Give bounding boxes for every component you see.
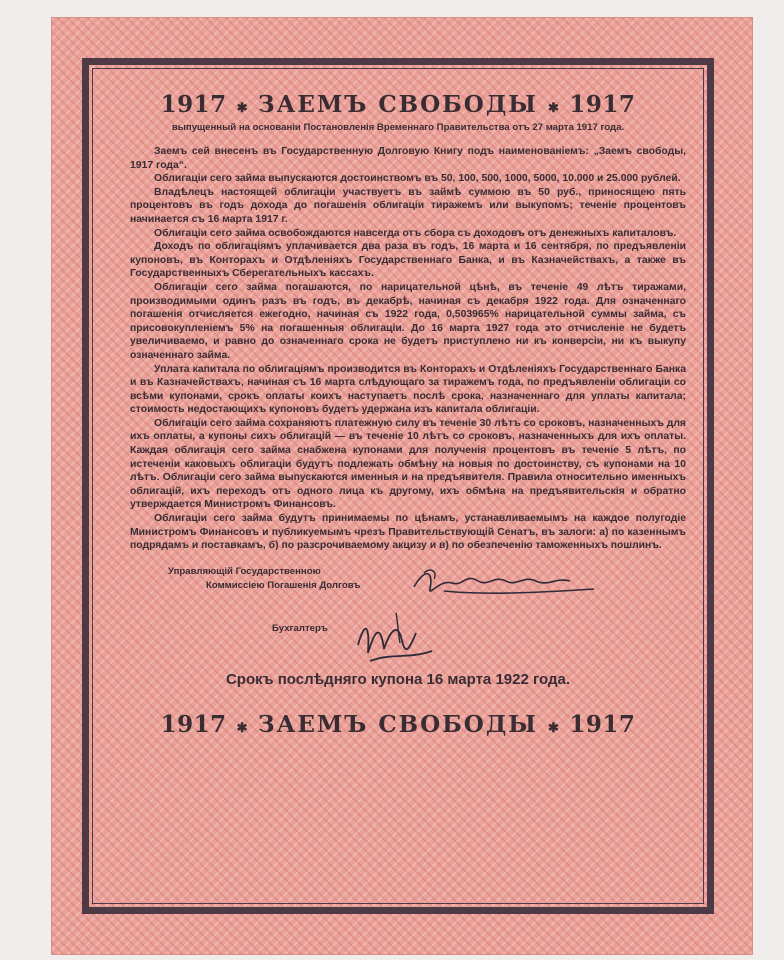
terms-paragraph: Облигацiи сего займа сохраняютъ платежную силу въ теченiе 30 лѣтъ со сроковъ, назначенныхъ для ихъ оплаты, а купоны сихъ облигацiй — въ теченiе 10 лѣтъ со сроковъ, назначенныхъ для ихъ оплаты. Каждая облигацiя сего займа снабжена купонами для полученiя процентовъ въ теченiе 5 лѣтъ, по истеченiи каковыхъ облигацiи будутъ подлежать обмѣну на новыя по достоинству, съ купонами на 10 лѣтъ. Облигацiи сего займа выпускаются именныя и на предъявителя. Правила относительно именныхъ облигацiй, ихъ переходъ отъ одного лица къ другому, ихъ обмѣна на предъявительскiя и обратно утверждается Министромъ Финансовъ.	[130, 417, 686, 511]
terms-paragraph: Облигацiи сего займа освобождаются навсегда отъ сбора съ доходовъ отъ денежныхъ капиталовъ.	[154, 227, 677, 239]
footer-year-right: 1917	[569, 710, 636, 738]
footer-loan-title: ЗАЕМЪ СВОБОДЫ	[258, 710, 538, 738]
director-signature	[404, 561, 604, 605]
signatory-position	[168, 565, 360, 593]
terms-text	[130, 145, 686, 553]
terms-paragraph: Уплата капитала по облигацiямъ производится въ Конторахъ и Отдѣленiяхъ Государственнаго Банка и въ Казначействахъ, начиная съ 16 марта слѣдующаго за тиражемъ года, по предъявленiи облигацiи со всѣми купонами, срокъ оплаты коихъ наступаетъ послѣ срока, назначеннаго для уплаты капитала; стоимость недостающихъ купоновъ будетъ удержана изъ капитала облигацiи.	[130, 363, 686, 416]
ornamental-frame	[82, 58, 714, 914]
bond-document	[52, 18, 752, 954]
footer-title-line	[104, 711, 692, 738]
terms-paragraph: Облигацiи сего займа будутъ принимаемы по цѣнамъ, устанавливаемымъ на каждое полугодiе Министромъ Финансовъ и публикуемымъ чрезъ Правительствующiй Сенатъ, въ залоги: а) по казеннымъ подрядамъ и поставкамъ, б) по разсрочиваемому акцизу и в) по обезпеченiю таможенныхъ пошлинъ.	[130, 513, 686, 552]
star-ornament-icon: ✱	[547, 720, 560, 736]
star-ornament-icon: ✱	[236, 101, 249, 116]
terms-paragraph: Заемъ сей внесенъ въ Государственную Долговую Книгу подъ наименованiемъ: „Заемъ свободы, 1917 года“.	[130, 146, 686, 171]
header-year-left: 1917	[160, 91, 227, 118]
header-title-line	[104, 91, 692, 118]
loan-title: ЗАЕМЪ СВОБОДЫ	[258, 91, 538, 118]
document-content	[104, 78, 692, 894]
star-ornament-icon: ✱	[236, 720, 249, 736]
accountant-label: Бухгалтеръ	[272, 622, 328, 634]
signature-block	[104, 561, 692, 711]
accountant-signature	[340, 603, 460, 673]
terms-paragraph: Облигацiи сего займа выпускаются достоинствомъ въ 50, 100, 500, 1000, 5000, 10.000 и 25.000 рублей.	[154, 173, 681, 185]
header-year-right: 1917	[569, 91, 636, 118]
signatory-position-line1: Управляющiй Государственною	[168, 565, 321, 577]
terms-paragraph: Облигацiи сего займа погашаются, по нарицательной цѣнѣ, въ теченiе 49 лѣтъ тиражами, производимыми одинъ разъ въ годъ, въ декабрѣ, начиная съ декабря 1922 года. Для означеннаго погашенiя отчисляется ежегодно, начиная съ 1922 года, 0,503965% нарицательной суммы займа, съ присовокупленiемъ 5% на погашенныя облигацiи. До 16 марта 1927 года это отчисленiе не будетъ увеличиваемо, и равно до означеннаго срока не будетъ приступлено ни къ конверсiи, ни къ выкупу означеннаго займа.	[130, 281, 686, 361]
decree-subtitle: выпущенный на основанiи Постановленiя Временнаго Правительства отъ 27 марта 1917 года.	[171, 122, 625, 133]
terms-paragraph: Владѣлецъ настоящей облигацiи участвуетъ въ займѣ суммою въ 50 руб., приносящею пять процентовъ въ годъ дохода до погашенiя облигацiи тиражемъ или выкупомъ; теченiе процентовъ начинается съ 16 марта 1917 г.	[130, 186, 686, 225]
terms-paragraph: Доходъ по облигацiямъ уплачивается два раза въ годъ, 16 марта и 16 сентября, по предъявленiи купоновъ, въ Конторахъ и Отдѣленiяхъ Государственнаго Банка, и въ Казначействахъ, а также въ Государственныхъ Сберегательныхъ кассахъ.	[130, 241, 686, 280]
last-coupon-date: Срокъ послѣдняго купона 16 марта 1922 года.	[225, 670, 571, 688]
footer-year-left: 1917	[160, 710, 227, 738]
star-ornament-icon: ✱	[547, 101, 560, 116]
signatory-position-line2: Коммиссiею Погашенiя Долговъ	[206, 579, 361, 591]
